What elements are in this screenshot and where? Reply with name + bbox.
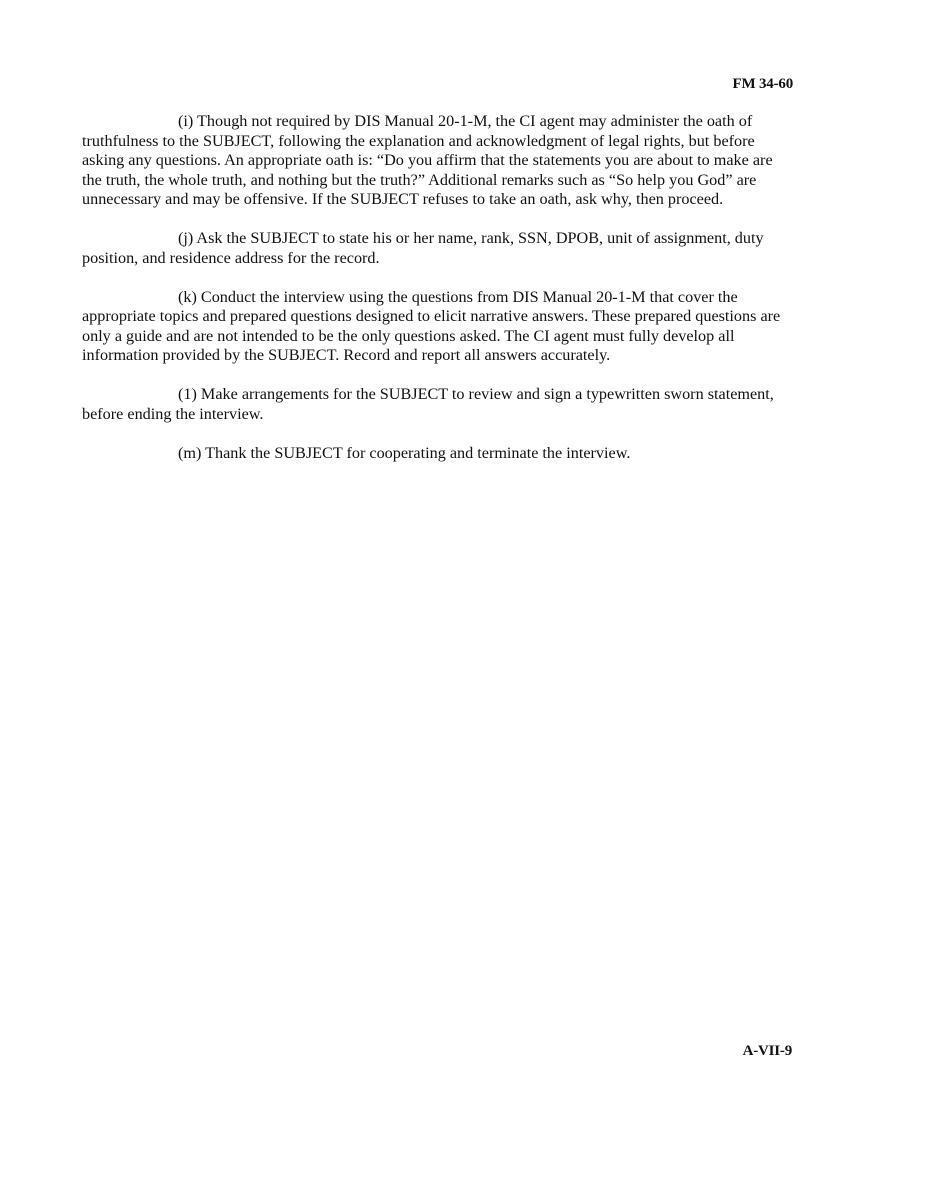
document-code: FM 34-60 [732, 76, 793, 92]
page-number: A-VII-9 [742, 1043, 792, 1059]
paragraph-l: (1) Make arrangements for the SUBJECT to review and sign a typewritten sworn statement, before ending the interview. [82, 385, 774, 423]
paragraph-k: (k) Conduct the interview using the questions from DIS Manual 20-1-M that cover the appropriate topics and prepared questions designed to elicit narrative answers. These prepared questions are only a guide and are not intended to be the only questions asked. The CI agent must fully develop all information provided by the SUBJECT. Record and report all answers accurately. [82, 287, 781, 364]
paragraph-j: (j) Ask the SUBJECT to state his or her name, rank, SSN, DPOB, unit of assignment, duty position, and residence address for the record. [82, 229, 764, 267]
paragraph-m: (m) Thank the SUBJECT for cooperating and terminate the interview. [178, 443, 631, 462]
body-text [82, 112, 782, 483]
paragraph-i: (i) Though not required by DIS Manual 20-1-M, the CI agent may administer the oath of truthfulness to the SUBJECT, following the explanation and acknowledgment of legal rights, but before asking any questions. An appropriate oath is: “Do you affirm that the statements you are about to make are the truth, the whole truth, and nothing but the truth?” Additional remarks such as “So help you God” are unnecessary and may be offensive. If the SUBJECT refuses to take an oath, ask why, then proceed. [82, 112, 773, 208]
